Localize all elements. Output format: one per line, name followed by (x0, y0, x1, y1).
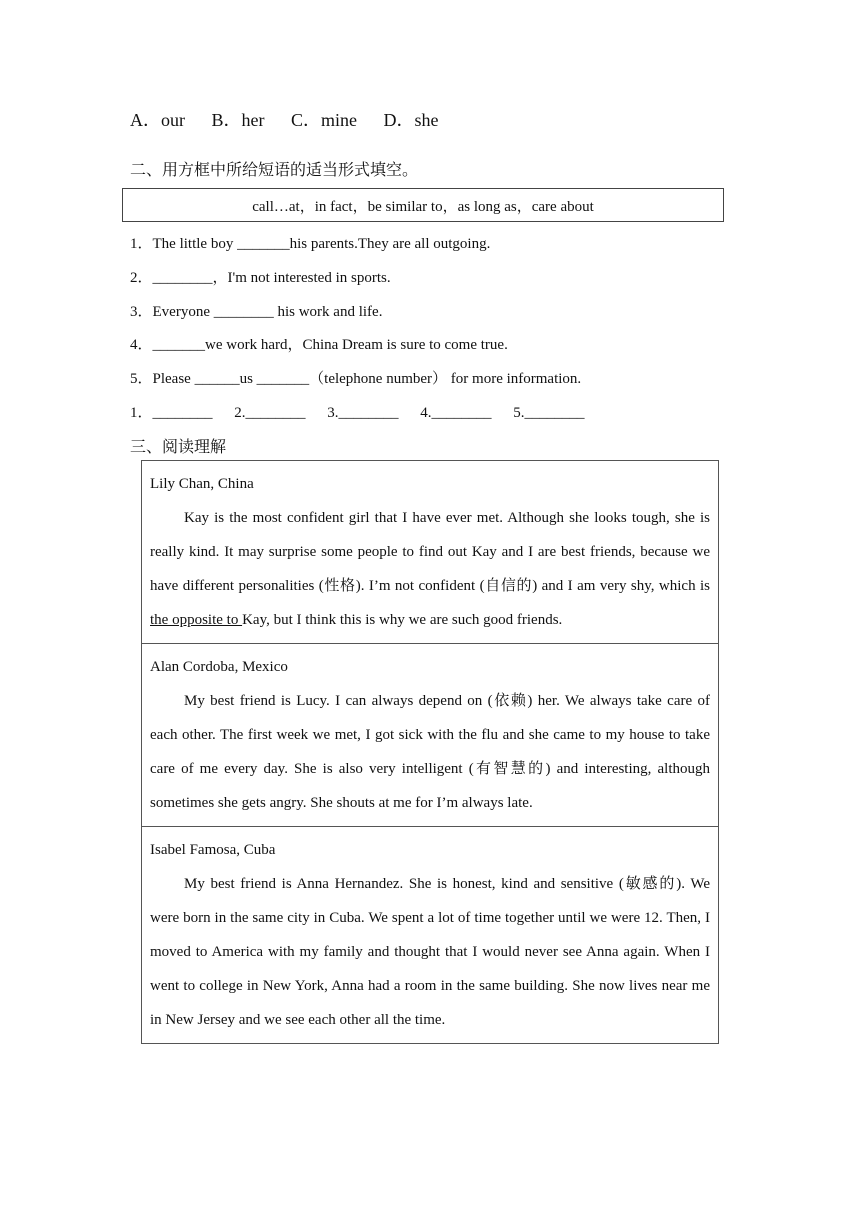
passage-cell (142, 644, 719, 827)
phrase-box-text: call…at，in fact，be similar to，as long as，care about (252, 198, 594, 215)
passage-author: Isabel Famosa, Cuba (150, 842, 276, 858)
reading-table (141, 460, 719, 1044)
choice-c: C．mine (291, 110, 357, 130)
answer-blank-4: 4.________ (420, 405, 492, 421)
passage-row (142, 461, 719, 644)
answer-blank-2: 2.________ (234, 405, 306, 421)
underlined-phrase: the opposite to (150, 612, 243, 628)
answer-blanks (130, 401, 603, 422)
passage-cell (142, 827, 719, 1044)
passage-row (142, 827, 719, 1044)
passage-row (142, 644, 719, 827)
passage-author: Lily Chan, China (150, 476, 254, 492)
answer-blank-5: 5.________ (513, 405, 585, 421)
passage-text-part: Kay is the most confident girl that I have ever met. Although she looks tough, she is really kind. It may surprise some people to find out Kay and I are best friends, because we have different personalities (性格). I’m not confident (自信的) and I am very shy, which is (150, 510, 710, 594)
fill-item-2: 2．________，I'm not interested in sports. (130, 270, 391, 286)
fill-item-3: 3．Everyone ________ his work and life. (130, 304, 383, 320)
choice-a: A．our (130, 110, 185, 130)
passage-author: Alan Cordoba, Mexico (150, 659, 288, 675)
passage-text: My best friend is Anna Hernandez. She is honest, kind and sensitive (敏感的). We were born in the same city in Cuba. We spent a lot of time together until we were 12. Then, I moved to America with my family and thought that I would never see Anna again. When I went to college in New York, Anna had a room in the same building. She now lives near me in New Jersey and we see each other all the time. (150, 876, 710, 1028)
passage-text: My best friend is Lucy. I can always depend on (依赖) her. We always take care of each other. The first week we met, I got sick with the flu and she came to my house to take care of me every day. She is also very intelligent (有智慧的) and interesting, although sometimes she gets angry. She shouts at me for I’m always late. (150, 693, 710, 811)
choice-b: B．her (211, 110, 265, 130)
answer-blank-3: 3.________ (327, 405, 399, 421)
answer-blank-1: 1．________ (130, 405, 213, 421)
section-3-heading: 三、阅读理解 (130, 439, 227, 456)
fill-item-4: 4．_______we work hard，China Dream is sure to come true. (130, 337, 508, 353)
phrase-box (122, 188, 724, 222)
section-2-heading: 二、用方框中所给短语的适当形式填空。 (130, 162, 419, 179)
passage-cell (142, 461, 719, 644)
fill-item-1: 1．The little boy _______his parents.They are all outgoing. (130, 236, 491, 252)
fill-item-5: 5．Please ______us _______（telephone number） for more information. (130, 371, 582, 387)
answer-choices (130, 106, 461, 132)
passage-text-part: Kay, but I think this is why we are such good friends. (242, 612, 563, 628)
choice-d: D．she (383, 110, 439, 130)
passage-text (150, 501, 710, 637)
